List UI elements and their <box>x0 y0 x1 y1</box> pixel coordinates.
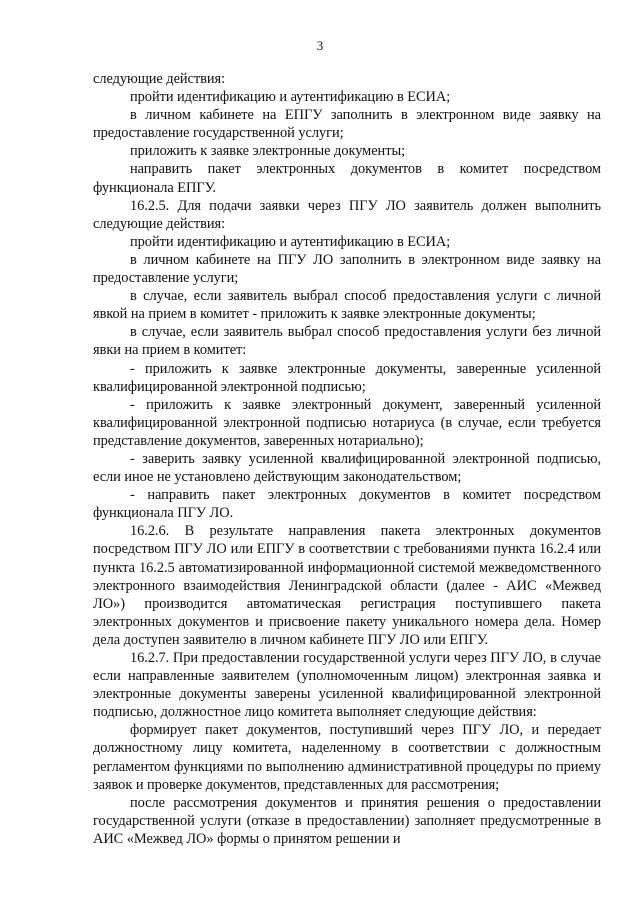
paragraph: 16.2.5. Для подачи заявки через ПГУ ЛО заявитель должен выполнить следующие действия: <box>93 197 601 232</box>
paragraph: - заверить заявку усиленной квалифицированной электронной подписью, если иное не установлено действующим законодательством; <box>93 450 601 486</box>
document-body <box>93 70 601 848</box>
paragraph: в личном кабинете на ПГУ ЛО заполнить в электронном виде заявку на предоставление услуги; <box>93 251 601 287</box>
paragraph: формирует пакет документов, поступивший через ПГУ ЛО, и передает должностному лицу комитета, наделенному в соответствии с должностным регламентом функциями по выполнению административной процедуры по приему заявок и проверке документов, представленных для рассмотрения; <box>93 722 601 793</box>
paragraph: - направить пакет электронных документов в комитет посредством функционала ПГУ ЛО. <box>93 487 601 522</box>
paragraph: 16.2.7. При предоставлении государственной услуги через ПГУ ЛО, в случае если направленные заявителем (уполномоченным лицом) электронная заявка и электронные документы заверены усиленной квалифицированной электронной подписью, должностное лицо комитета выполняет следующие действия: <box>93 650 601 721</box>
paragraph: 16.2.6. В результате направления пакета электронных документов посредством ПГУ ЛО или ЕПГУ в соответствии с требованиями пункта 16.2.4 или пункта 16.2.5 автоматизированной информационной системой межведомственного электронного взаимодействия Ленинградской области (далее - АИС «Межвед ЛО») производится автоматическая регистрация поступившего пакета электронных документов и присвоение пакету уникального номера дела. Номер дела доступен заявителю в личном кабинете ПГУ ЛО или ЕПГУ. <box>93 523 601 648</box>
page-number: 3 <box>316 38 324 53</box>
paragraph: в личном кабинете на ЕПГУ заполнить в электронном виде заявку на предоставление государственной услуги; <box>93 107 601 142</box>
paragraph: в случае, если заявитель выбрал способ предоставления услуги с личной явкой на прием в комитет - приложить к заявке электронные документы; <box>93 288 601 323</box>
paragraph: пройти идентификацию и аутентификацию в ЕСИА; <box>130 233 451 250</box>
paragraph: следующие действия: <box>93 71 226 87</box>
paragraph: в случае, если заявитель выбрал способ предоставления услуги без личной явки на прием в комитет: <box>93 324 601 359</box>
paragraph: - приложить к заявке электронные документы, заверенные усиленной квалифицированной электронной подписью; <box>93 360 601 395</box>
paragraph: пройти идентификацию и аутентификацию в ЕСИА; <box>130 89 451 106</box>
paragraph: направить пакет электронных документов в комитет посредством функционала ЕПГУ. <box>93 161 601 196</box>
paragraph: приложить к заявке электронные документы; <box>130 143 406 160</box>
paragraph: - приложить к заявке электронный документ, заверенный усиленной квалифицированной электронной подписью нотариуса (в случае, если требуется представление документов, заверенных нотариально); <box>93 396 601 449</box>
paragraph: после рассмотрения документов и принятия решения о предоставлении государственной услуги (отказе в предоставлении) заполняет предусмотренные в АИС «Межвед ЛО» формы о принятом решении и <box>93 794 601 847</box>
